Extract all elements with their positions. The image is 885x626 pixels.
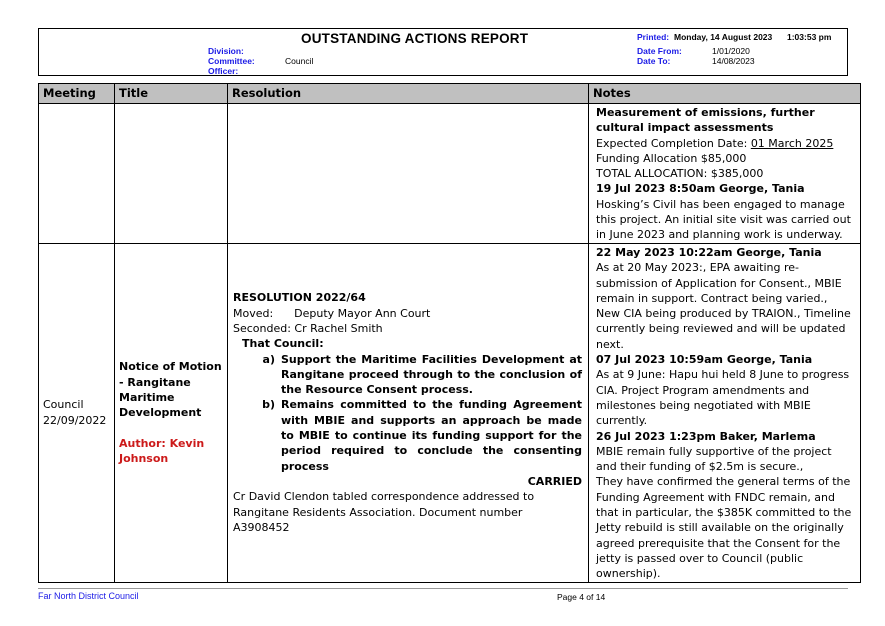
header-meeting: Meeting: [39, 84, 115, 104]
notes-funding: Funding Allocation $85,000: [596, 151, 747, 165]
division-label: Division:: [208, 46, 244, 56]
notes-completion: [596, 136, 854, 151]
report-title: OUTSTANDING ACTIONS REPORT: [301, 31, 529, 46]
notes-entry-text: MBIE remain fully supportive of the project and their funding of $2.5m is secure.,: [596, 444, 832, 474]
printed-label: Printed:: [637, 32, 670, 42]
notes-entry-header: 22 May 2023 10:22am George, Tania: [596, 246, 822, 259]
resolution-items: [233, 352, 582, 474]
meeting-date: 22/09/2022: [43, 413, 107, 427]
resolution-item: [233, 397, 582, 473]
date-from-value: 1/01/2020: [712, 46, 750, 56]
date-to-value: 14/08/2023: [712, 56, 755, 66]
item-marker: b): [262, 398, 275, 412]
completion-label: Expected Completion Date:: [596, 136, 751, 150]
resolution-heading: RESOLUTION 2022/64: [233, 291, 366, 305]
committee-value: Council: [285, 56, 314, 66]
meeting-cell: [39, 244, 115, 583]
table-header-row: [39, 84, 861, 104]
page-number: Page 4 of 14: [557, 592, 606, 602]
resolution-moved: [233, 306, 582, 321]
notes-entry-header: 26 Jul 2023 1:23pm Baker, Marlema: [596, 429, 816, 443]
notes-entry-header: 19 Jul 2023 8:50am George, Tania: [596, 182, 805, 196]
resolution-cell: [228, 104, 589, 244]
date-from-label: Date From:: [637, 46, 682, 56]
officer-label: Officer:: [208, 66, 239, 76]
notes-entry-text: As at 20 May 2023:, EPA awaiting re-submission of Application for Consent., MBIE remain in support. Contract being varied., New CIA being produced by TRAION., Timeline currently being reviewed and will be updated next.: [596, 261, 851, 351]
header-resolution: Resolution: [228, 84, 589, 104]
footer-divider: [38, 588, 848, 589]
notes-heading: Measurement of emissions, further cultural impact assessments: [596, 106, 815, 135]
header-title: Title: [115, 84, 228, 104]
completion-date: 01 March 2025: [750, 136, 834, 150]
meeting-cell: [39, 104, 115, 244]
meeting-name: Council: [43, 398, 84, 412]
notes-cell: [589, 104, 861, 244]
item-author: Author: Kevin Johnson: [119, 436, 205, 465]
resolution-that: That Council:: [242, 337, 324, 351]
notes-entry-text: As at 9 June: Hapu hui held 8 June to progress CIA. Project Program amendments and milestones being negotiated with MBIE currently.: [596, 368, 850, 428]
title-cell: [115, 104, 228, 244]
notes-total: TOTAL ALLOCATION: $385,000: [596, 167, 764, 181]
item-title: Notice of Motion - Rangitane Maritime Development: [119, 360, 222, 420]
item-marker: a): [262, 352, 275, 366]
date-to-label: Date To:: [637, 56, 671, 66]
report-header: [38, 28, 848, 76]
resolution-note: Cr David Clendon tabled correspondence addressed to Rangitane Residents Association. Document number A3908452: [233, 490, 535, 534]
carried-label: CARRIED: [527, 474, 582, 488]
item-text: Remains committed to the funding Agreement with MBIE and supports an approach be made to MBIE to continue its funding support for the period required to conclude the consenting process: [281, 398, 582, 473]
table-row: [39, 104, 861, 244]
moved-name: Deputy Mayor Ann Court: [294, 306, 431, 320]
printed-time: 1:03:53 pm: [787, 32, 832, 42]
title-cell: [115, 244, 228, 583]
item-text: Support the Maritime Facilities Development at Rangitane proceed through to the conclusion of the Resource Consent process.: [281, 352, 582, 397]
header-notes: Notes: [589, 84, 861, 104]
footer-org: Far North District Council: [38, 591, 139, 601]
notes-entry-text: They have confirmed the general terms of the Funding Agreement with FNDC remain, and that in particular, the $385K committed to the Jetty rebuild is still available on the originally agreed prerequisite that the Consent for the jetty is passed over to Council (public ownership).: [596, 475, 852, 581]
committee-label: Committee:: [208, 56, 255, 66]
actions-table: [38, 83, 861, 583]
moved-label: Moved:: [233, 306, 274, 320]
printed-value: Monday, 14 August 2023: [674, 32, 773, 42]
notes-entry-header: 07 Jul 2023 10:59am George, Tania: [596, 353, 813, 367]
table-row: [39, 244, 861, 583]
notes-cell: [589, 244, 861, 583]
resolution-cell: [228, 244, 589, 583]
resolution-item: [233, 352, 582, 398]
notes-entry-text: Hosking’s Civil has been engaged to manage this project. An initial site visit was carried out in June 2023 and planning work is underway.: [596, 197, 851, 242]
resolution-seconded: Seconded: Cr Rachel Smith: [233, 321, 383, 335]
